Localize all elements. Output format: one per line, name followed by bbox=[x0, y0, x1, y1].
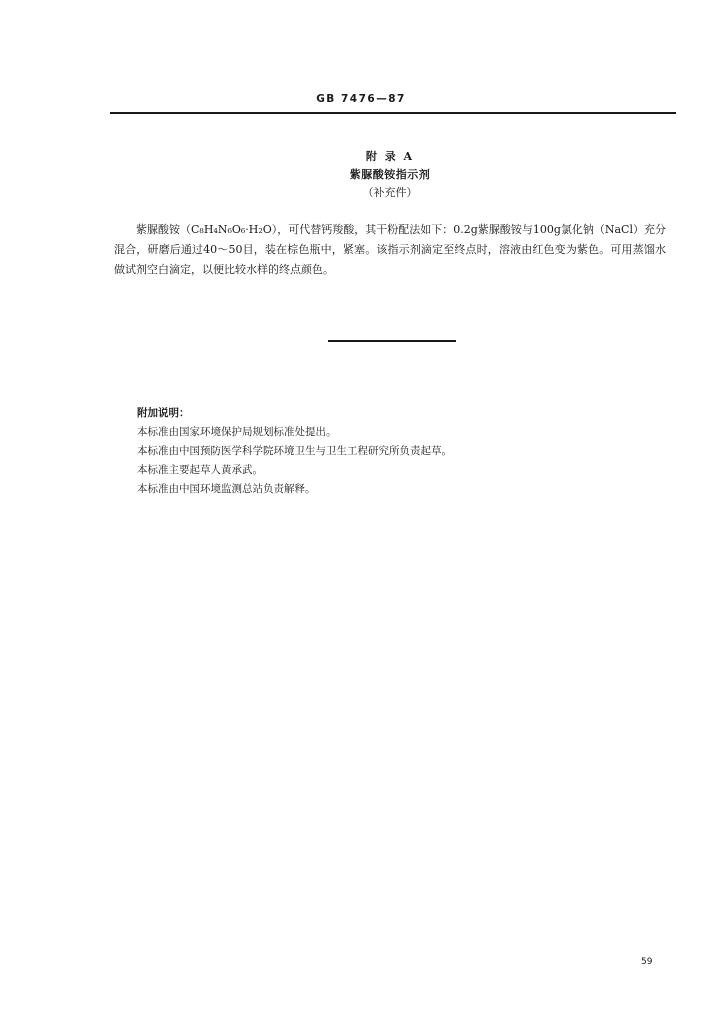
appendix-title: 附 录 A bbox=[365, 150, 415, 163]
notes-line: 本标准主要起草人黄承武。 bbox=[137, 464, 263, 476]
additional-notes bbox=[137, 404, 617, 499]
standard-code-header: GB 7476—87 bbox=[316, 93, 406, 105]
header-rule bbox=[110, 112, 676, 114]
page-number: 59 bbox=[641, 957, 653, 967]
notes-line: 本标准由国家环境保护局规划标准处提出。 bbox=[137, 426, 337, 438]
notes-heading: 附加说明： bbox=[137, 407, 190, 419]
section-divider bbox=[328, 340, 456, 342]
notes-line: 本标准由中国环境监测总站负责解释。 bbox=[137, 483, 316, 495]
appendix-subtitle: 紫脲酸铵指示剂 bbox=[349, 168, 431, 181]
notes-line: 本标准由中国预防医学科学院环境卫生与卫生工程研究所负责起草。 bbox=[137, 445, 452, 457]
body-paragraph: 紫脲酸铵（C₈H₄N₆O₆·H₂O），可代替钙羧酸，其干粉配法如下：0.2g紫脲酸铵与100g氯化钠（NaCl）充分混合，研磨后通过40～50目，装在棕色瓶中，紧塞。该指示剂滴定至终点时，溶液由红色变为紫色。可用蒸馏水做试剂空白滴定，以便比较水样的终点颜色。 bbox=[114, 223, 666, 276]
appendix-note: （补充件） bbox=[362, 186, 418, 199]
